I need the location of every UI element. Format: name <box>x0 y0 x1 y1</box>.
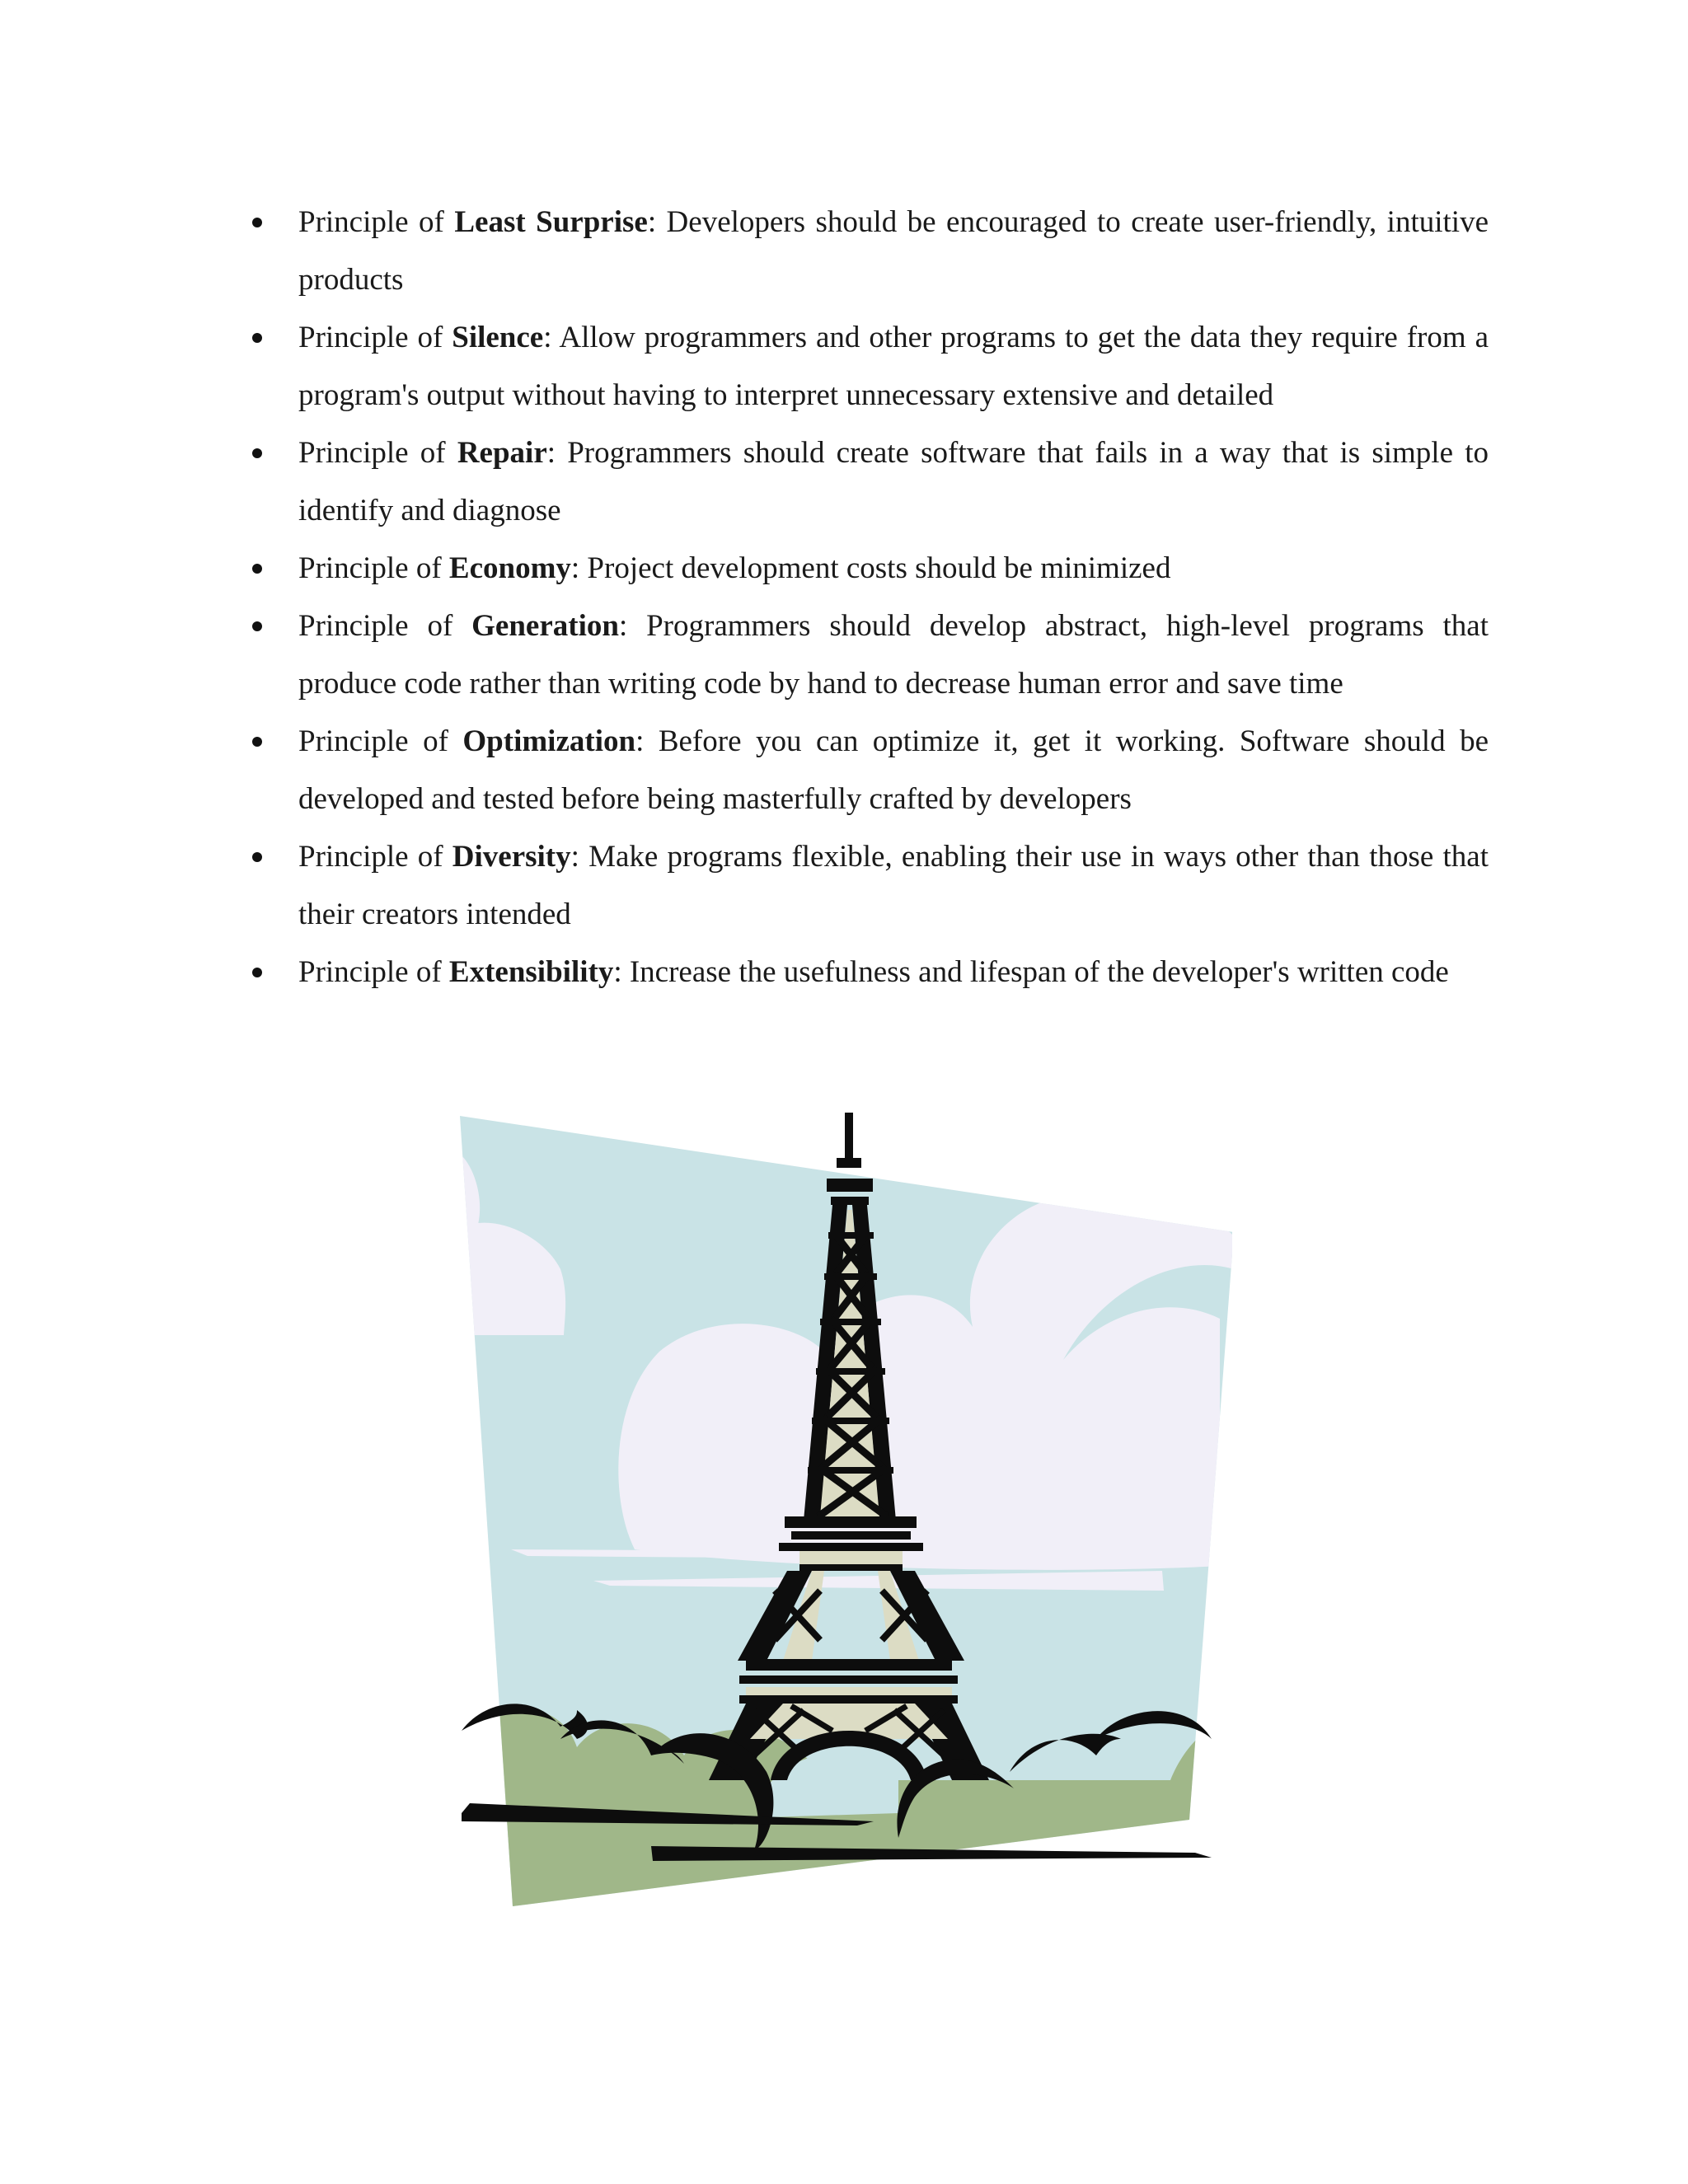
principle-text: : Developers should be encouraged to create user-friendly, intuitive products <box>298 205 1489 297</box>
principle-item <box>298 828 1489 944</box>
principle-term: Diversity <box>452 840 571 874</box>
principle-text: : Before you can optimize it, get it working. Software should be developed and tested before being masterfully crafted by developers <box>298 724 1489 816</box>
principle-term: Optimization <box>462 724 636 758</box>
principle-prefix: Principle of <box>298 551 449 585</box>
bullet-icon <box>252 564 262 574</box>
principle-item <box>298 598 1489 713</box>
bullet-icon <box>252 968 262 977</box>
principle-prefix: Principle of <box>298 321 452 354</box>
bullet-icon <box>252 218 262 227</box>
principle-item <box>298 713 1489 828</box>
bullet-icon <box>252 448 262 458</box>
principle-item <box>298 944 1489 1001</box>
eiffel-tower-illustration <box>457 1108 1232 1912</box>
principle-text: : Make programs flexible, enabling their use in ways other than those that their creators intended <box>298 840 1489 931</box>
principle-prefix: Principle of <box>298 724 463 758</box>
bullet-icon <box>252 852 262 862</box>
bullet-icon <box>252 737 262 747</box>
principle-prefix: Principle of <box>298 955 449 989</box>
principles-list <box>0 194 1688 1001</box>
principle-item <box>298 540 1489 598</box>
principle-term: Generation <box>471 609 619 643</box>
principle-text: : Allow programmers and other programs to get the data they require from a program's output without having to interpret unnecessary extensive and detailed <box>298 321 1489 412</box>
principle-prefix: Principle of <box>298 609 472 643</box>
principle-text: : Increase the usefulness and lifespan of the developer's written code <box>613 955 1449 989</box>
principle-term: Silence <box>452 321 544 354</box>
principle-prefix: Principle of <box>298 840 452 874</box>
principle-item <box>298 309 1489 424</box>
principle-text: : Programmers should develop abstract, high-level programs that produce code rather than writing code by hand to decrease human error and save time <box>298 609 1489 701</box>
principle-term: Economy <box>448 551 571 585</box>
principle-term: Least Surprise <box>454 205 648 239</box>
bullet-icon <box>252 621 262 631</box>
bullet-icon <box>252 333 262 343</box>
principle-item <box>298 194 1489 309</box>
principle-prefix: Principle of <box>298 205 455 239</box>
principle-text: : Project development costs should be minimized <box>570 551 1171 585</box>
principle-item <box>298 424 1489 540</box>
principle-prefix: Principle of <box>298 436 457 470</box>
principle-term: Repair <box>457 436 547 470</box>
principle-text: : Programmers should create software that fails in a way that is simple to identify and diagnose <box>298 436 1489 527</box>
principle-term: Extensibility <box>448 955 614 989</box>
